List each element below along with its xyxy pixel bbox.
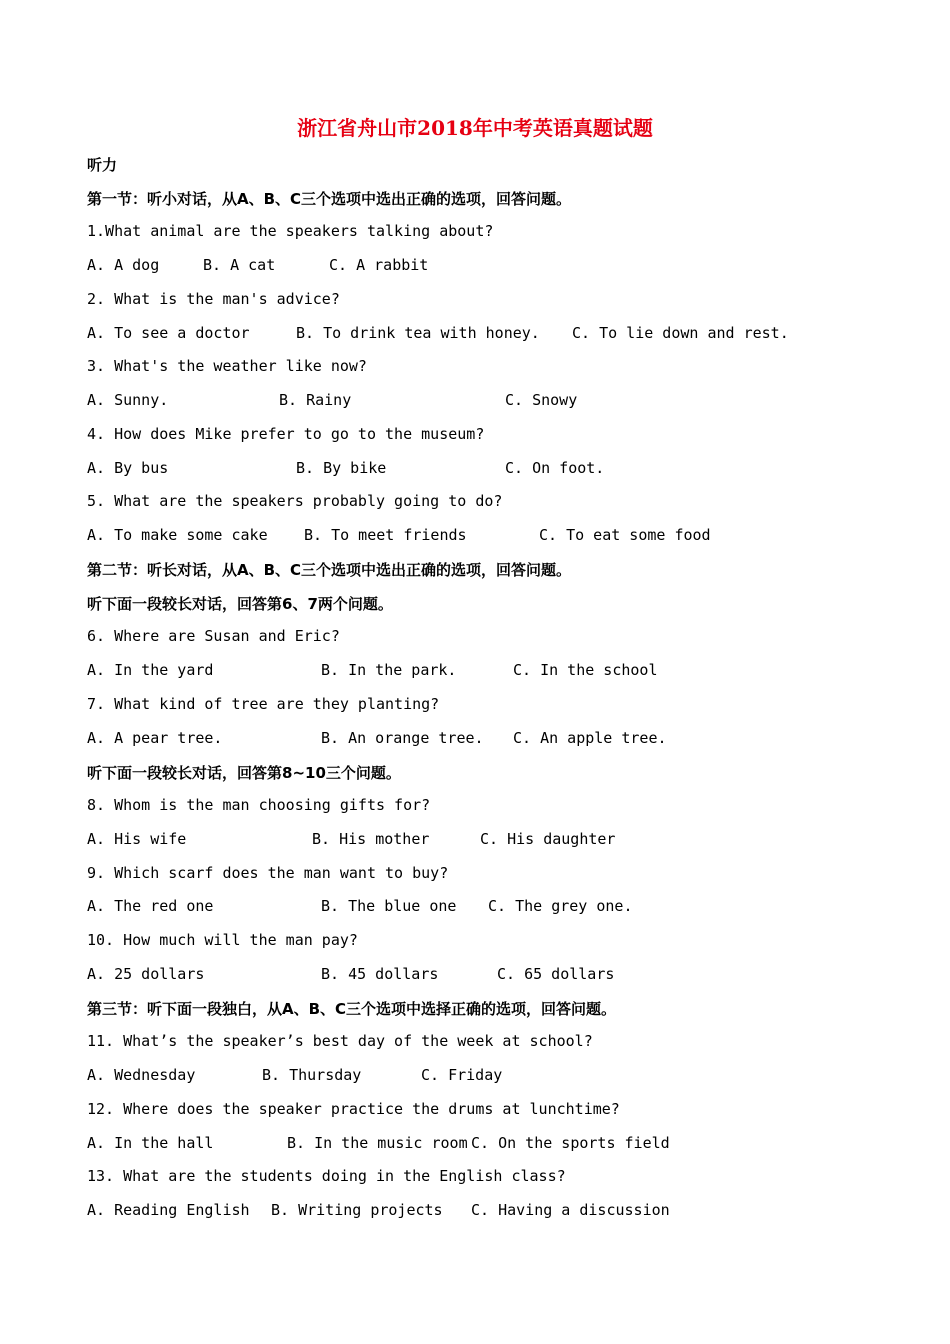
q7-option-c: C. An apple tree. [513,729,667,747]
q4-option-b: B. By bike [296,459,387,477]
q5-option-b: B. To meet friends [304,526,467,544]
q6-option-b: B. In the park. [321,661,457,679]
q9-option-b: B. The blue one [321,897,457,915]
question-9: 9. Which scarf does the man want to buy? [87,864,449,882]
q13-option-c: C. Having a discussion [471,1201,670,1219]
q5-option-a: A. To make some cake [87,526,268,544]
question-1: 1.What animal are the speakers talking about? [87,222,494,240]
q12-option-c: C. On the sports field [471,1134,670,1152]
q9-option-c: C. The grey one. [488,897,633,915]
q7-option-a: A. A pear tree. [87,729,223,747]
q8-option-b: B. His mother [312,830,430,848]
q10-option-b: B. 45 dollars [321,965,439,983]
part2-heading: 第二节：听长对话，从A、B、C三个选项中选出正确的选项，回答问题。 [87,561,572,579]
part2-sub-heading-2: 听下面一段较长对话，回答第8~10三个问题。 [87,764,401,782]
q1-option-b: B. A cat [203,256,276,274]
question-5: 5. What are the speakers probably going to do? [87,492,503,510]
q12-option-a: A. In the hall [87,1134,214,1152]
q2-option-b: B. To drink tea with honey. [296,324,540,342]
q4-option-a: A. By bus [87,459,169,477]
q11-option-c: C. Friday [421,1066,503,1084]
q9-option-a: A. The red one [87,897,214,915]
question-3: 3. What's the weather like now? [87,357,367,375]
q5-option-c: C. To eat some food [539,526,711,544]
q1-option-c: C. A rabbit [329,256,429,274]
section-label: 听力 [87,156,118,174]
question-10: 10. How much will the man pay? [87,931,358,949]
question-6: 6. Where are Susan and Eric? [87,627,340,645]
q8-option-a: A. His wife [87,830,187,848]
q4-option-c: C. On foot. [505,459,605,477]
q3-option-b: B. Rainy [279,391,352,409]
question-11: 11. What’s the speaker’s best day of the week at school? [87,1032,593,1050]
question-4: 4. How does Mike prefer to go to the museum? [87,425,485,443]
q10-option-c: C. 65 dollars [497,965,615,983]
q3-option-a: A. Sunny. [87,391,169,409]
question-13: 13. What are the students doing in the English class? [87,1167,566,1185]
q2-option-a: A. To see a doctor [87,324,250,342]
document-title: 浙江省舟山市2018年中考英语真题试题 [297,116,653,140]
q3-option-c: C. Snowy [505,391,578,409]
part2-sub-heading-1: 听下面一段较长对话，回答第6、7两个问题。 [87,595,393,613]
q11-option-b: B. Thursday [262,1066,362,1084]
q7-option-b: B. An orange tree. [321,729,484,747]
question-7: 7. What kind of tree are they planting? [87,695,440,713]
q1-option-a: A. A dog [87,256,160,274]
part3-heading: 第三节：听下面一段独白，从A、B、C三个选项中选择正确的选项，回答问题。 [87,1000,617,1018]
q11-option-a: A. Wednesday [87,1066,196,1084]
question-12: 12. Where does the speaker practice the drums at lunchtime? [87,1100,620,1118]
q12-option-b: B. In the music room [287,1134,468,1152]
part1-heading: 第一节：听小对话，从A、B、C三个选项中选出正确的选项，回答问题。 [87,190,572,208]
q10-option-a: A. 25 dollars [87,965,205,983]
q6-option-c: C. In the school [513,661,658,679]
question-8: 8. Whom is the man choosing gifts for? [87,796,431,814]
q6-option-a: A. In the yard [87,661,214,679]
q13-option-b: B. Writing projects [271,1201,443,1219]
q2-option-c: C. To lie down and rest. [572,324,789,342]
q8-option-c: C. His daughter [480,830,616,848]
q13-option-a: A. Reading English [87,1201,250,1219]
question-2: 2. What is the man's advice? [87,290,340,308]
